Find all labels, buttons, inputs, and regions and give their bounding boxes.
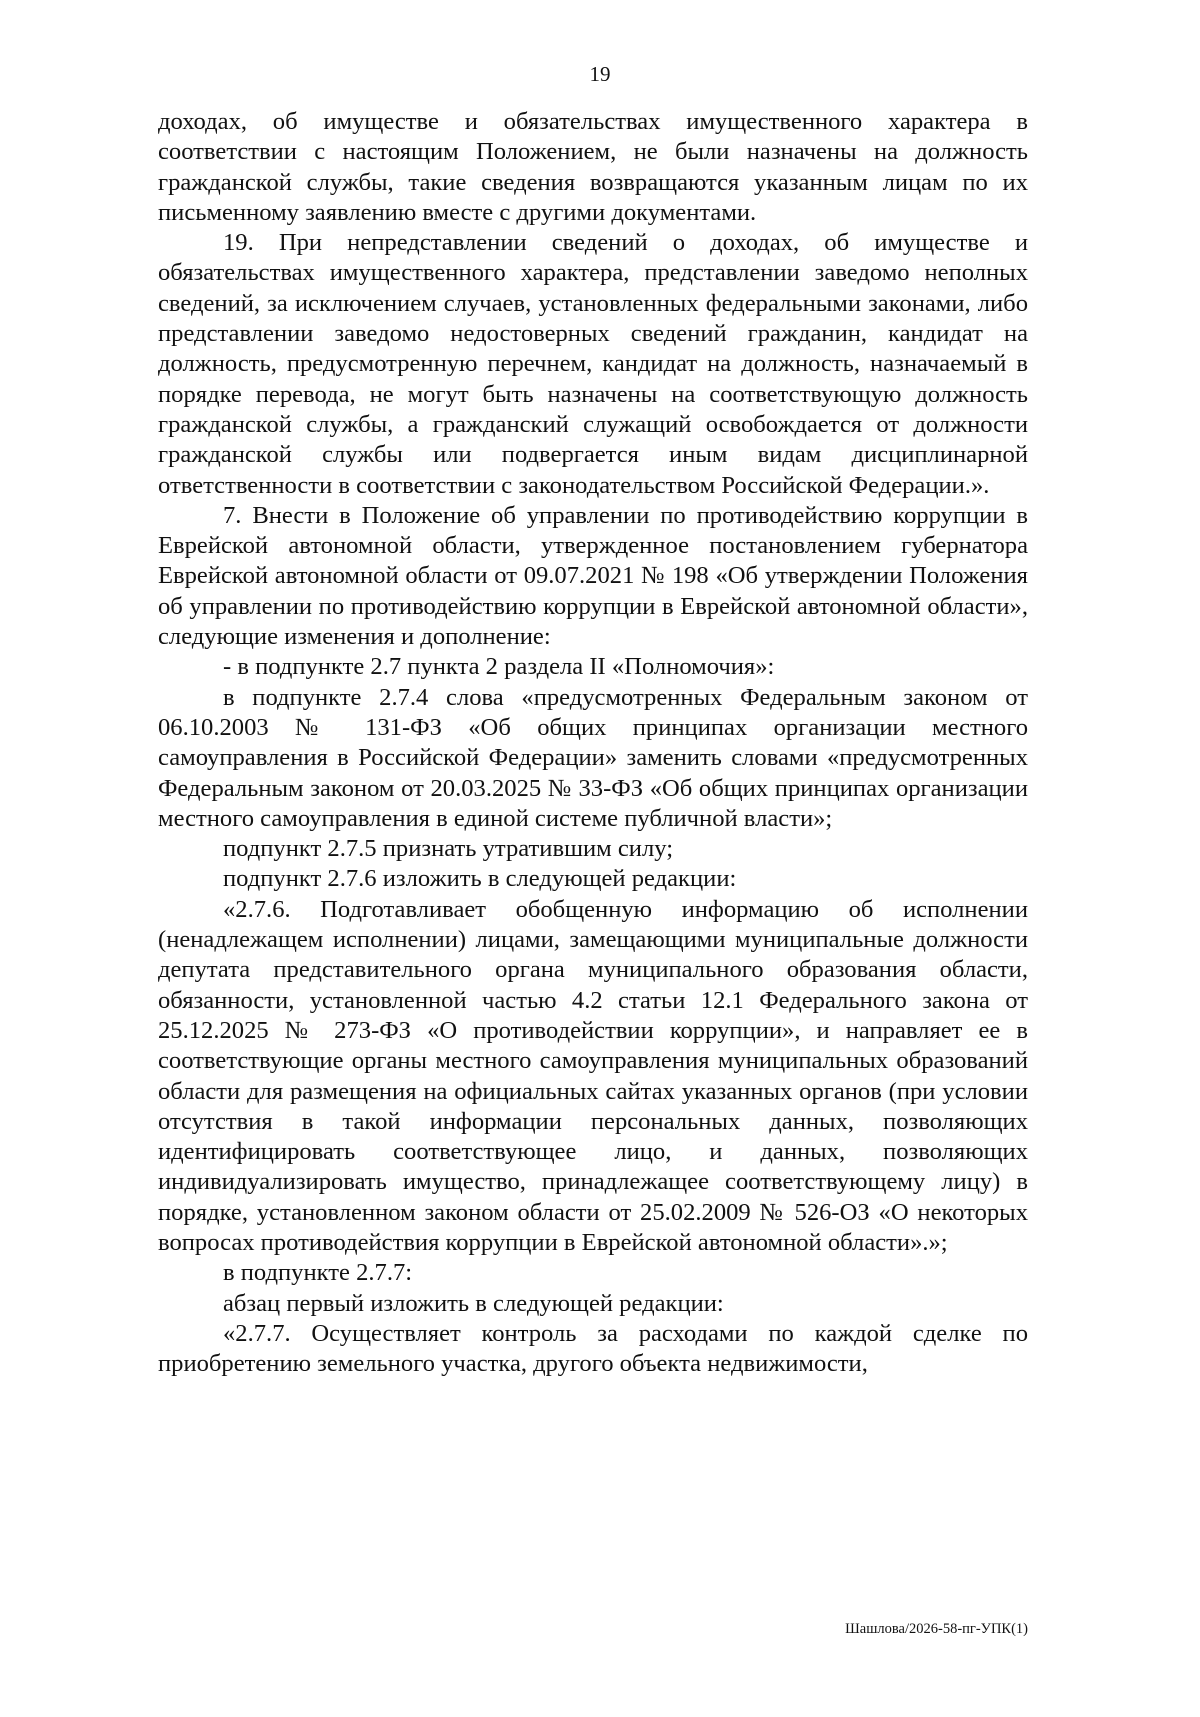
paragraph: «2.7.7. Осуществляет контроль за расходами по каждой сделке по приобретению земельного участка, другого объекта недвижимости,: [158, 1319, 1028, 1378]
paragraph: подпункт 2.7.6 изложить в следующей редакции:: [223, 865, 737, 893]
paragraph: в подпункте 2.7.7:: [223, 1259, 413, 1287]
document-body: [158, 107, 1028, 1379]
paragraph: в подпункте 2.7.4 слова «предусмотренных Федеральным законом от 06.10.2003 № 131-ФЗ «Об общих принципах организации местного самоуправления в Российской Федерации» заменить словами «предусмотренных Федеральным законом от 20.03.2025 № 33-ФЗ «Об общих принципах организации местного самоуправления в единой системе публичной власти»;: [158, 683, 1028, 832]
paragraph: доходах, об имуществе и обязательствах имущественного характера в соответствии с настоящим Положением, не были назначены на должность гражданской службы, такие сведения возвращаются указанным лицам по их письменному заявлению вместе с другими документами.: [158, 108, 1028, 226]
paragraph: «2.7.6. Подготавливает обобщенную информацию об исполнении (ненадлежащем исполнении) лицами, замещающими муниципальные должности депутата представительного органа муниципального образования области, обязанности, установленной частью 4.2 статьи 12.1 Федерального закона от 25.12.2025 № 273-ФЗ «О противодействии коррупции», и направляет ее в соответствующие органы местного самоуправления муниципальных образований области для размещения на официальных сайтах указанных органов (при условии отсутствия в такой информации персональных данных, позволяющих идентифицировать соответствующее лицо, и данных, позволяющих индивидуализировать имущество, принадлежащее соответствующему лицу) в порядке, установленном законом области от 25.02.2009 № 526-ОЗ «О некоторых вопросах противодействия коррупции в Еврейской автономной области».»;: [158, 895, 1028, 1256]
paragraph: абзац первый изложить в следующей редакции:: [223, 1289, 724, 1317]
page-number: 19: [589, 62, 611, 86]
paragraph: - в подпункте 2.7 пункта 2 раздела II «Полномочия»:: [223, 653, 775, 681]
paragraph: 7. Внести в Положение об управлении по противодействию коррупции в Еврейской автономной области, утвержденное постановлением губернатора Еврейской автономной области от 09.07.2021 № 198 «Об утверждении Положения об управлении по противодействию коррупции в Еврейской автономной области», следующие изменения и дополнение:: [158, 501, 1028, 651]
paragraph: подпункт 2.7.5 признать утратившим силу;: [223, 835, 674, 863]
paragraph: 19. При непредставлении сведений о доходах, об имуществе и обязательствах имущественного характера, представлении заведомо неполных сведений, за исключением случаев, установленных федеральными законами, либо представлении заведомо недостоверных сведений гражданин, кандидат на должность, предусмотренную перечнем, кандидат на должность, назначаемый в порядке перевода, не могут быть назначены на соответствующую должность гражданской службы, а гражданский служащий освобождается от должности гражданской службы или подвергается иным видам дисциплинарной ответственности в соответствии с законодательством Российской Федерации.».: [158, 229, 1028, 499]
document-footer-code: Шашлова/2026-58-пг-УПК(1): [845, 1621, 1028, 1637]
